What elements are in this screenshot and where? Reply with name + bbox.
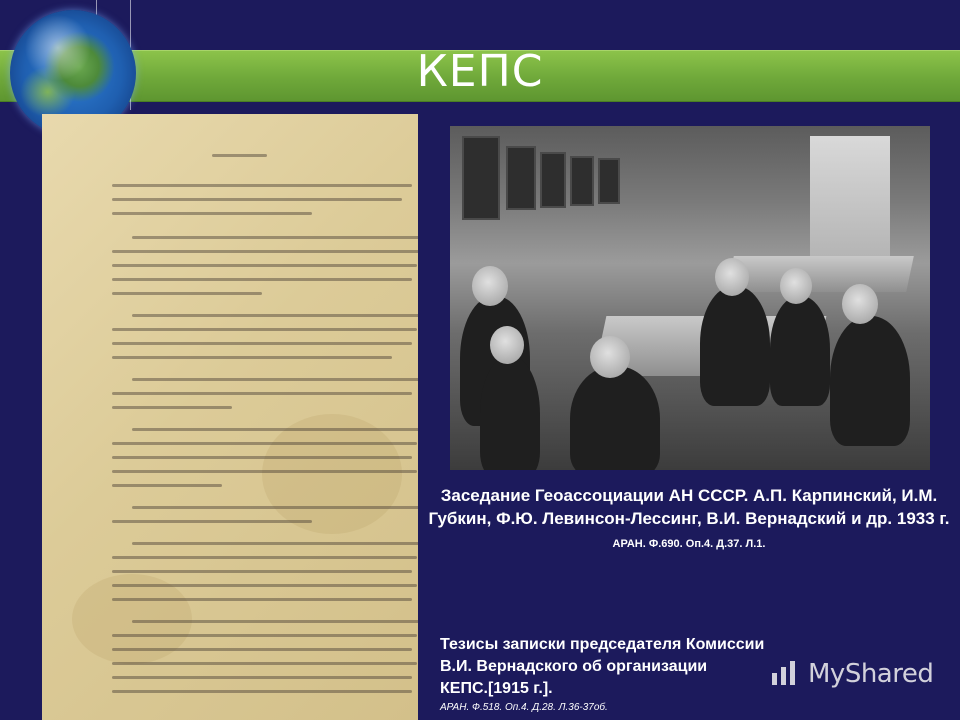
document-text-line xyxy=(212,154,267,157)
watermark xyxy=(770,652,950,696)
slide-title: КЕПС xyxy=(416,46,544,97)
document-text-line xyxy=(112,690,412,693)
document-text-line xyxy=(112,392,412,395)
document-text-line xyxy=(112,278,412,281)
document-text-line xyxy=(112,212,312,215)
document-text-line xyxy=(112,406,232,409)
document-caption xyxy=(440,634,820,716)
document-text-line xyxy=(112,184,412,187)
document-text-line xyxy=(112,456,412,459)
document-text-line xyxy=(112,264,417,267)
document-text-line xyxy=(112,342,412,345)
document-text-line xyxy=(112,484,222,487)
document-text-line xyxy=(112,442,417,445)
document-text-line xyxy=(112,520,312,523)
watermark-text: MyShared xyxy=(808,659,934,689)
document-archive-ref: АРАН. Ф.518. Оп.4. Д.28. Л.36-37об. xyxy=(440,702,608,713)
document-caption-line: В.И. Вернадского об организации xyxy=(440,658,708,675)
document-text-line xyxy=(112,356,392,359)
document-text-line xyxy=(112,648,412,651)
document-text-line xyxy=(112,598,412,601)
document-text-line xyxy=(112,198,402,201)
document-text-line xyxy=(112,662,417,665)
document-text-line xyxy=(132,378,418,381)
document-text-line xyxy=(132,428,418,431)
document-scan xyxy=(42,114,418,720)
document-text-line xyxy=(132,542,418,545)
document-text-line xyxy=(132,236,418,239)
meeting-photo xyxy=(450,126,930,470)
document-text-line xyxy=(132,506,418,509)
document-text-line xyxy=(112,250,418,253)
document-text-line xyxy=(112,470,417,473)
document-text-line xyxy=(112,676,412,679)
document-text-line xyxy=(132,314,418,317)
photo-caption-text: Заседание Геоассоциации АН СССР. А.П. Карпинский, И.М. Губкин, Ф.Ю. Левинсон-Лессинг, В.И. Вернадский и др. 1933 г. xyxy=(428,486,950,528)
document-text-line xyxy=(112,584,417,587)
document-text-line xyxy=(112,292,262,295)
document-text-line xyxy=(112,634,417,637)
photo-caption xyxy=(428,484,950,556)
presentation-chart-icon xyxy=(770,659,800,689)
document-text-line xyxy=(112,556,417,559)
document-text-line xyxy=(132,620,418,623)
document-caption-line: Тезисы записки председателя Комиссии xyxy=(440,636,765,653)
document-text-line xyxy=(112,328,417,331)
document-caption-line: КЕПС.[1915 г.]. xyxy=(440,680,553,697)
photo-archive-ref: АРАН. Ф.690. Оп.4. Д.37. Л.1. xyxy=(612,538,766,550)
document-text-line xyxy=(112,570,412,573)
